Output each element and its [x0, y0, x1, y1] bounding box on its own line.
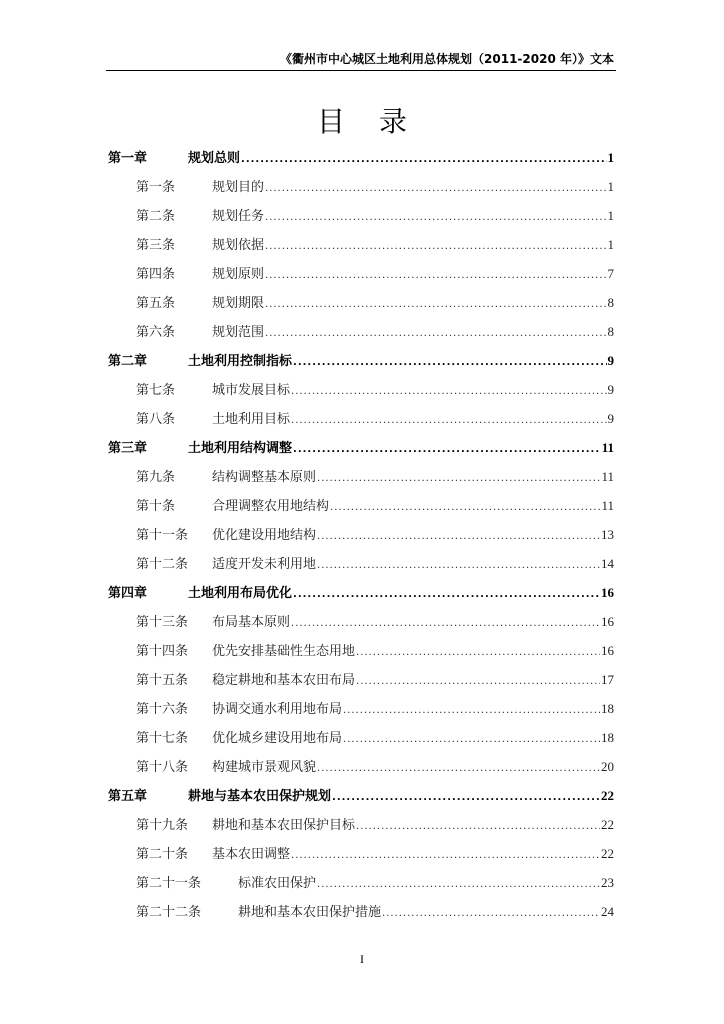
toc-chapter-entry[interactable]: [108, 781, 614, 810]
toc-dot-leader: [317, 754, 600, 783]
toc-entry-title: 稳定耕地和基本农田布局: [212, 673, 356, 688]
toc-article-entry[interactable]: [108, 491, 614, 520]
toc-dot-leader: [291, 377, 606, 406]
toc-entry-page: 23: [601, 875, 614, 890]
toc-entry-number: 第六条: [136, 325, 176, 340]
toc-article-entry[interactable]: [108, 201, 614, 230]
toc-entry-title: 优化城乡建设用地布局: [212, 731, 343, 746]
toc-entry-title: 耕地与基本农田保护规划: [188, 789, 332, 804]
toc-entry-number: 第二条: [136, 209, 176, 224]
toc-chapter-entry[interactable]: [108, 433, 614, 462]
toc-dot-leader: [265, 203, 606, 232]
toc-entry-title: 土地利用结构调整: [188, 441, 293, 456]
toc-entry-title: 标准农田保护: [238, 876, 317, 891]
toc-dot-leader: [356, 667, 600, 696]
running-header: 《衢州市中心城区土地利用总体规划（2011-2020 年）》文本: [280, 52, 614, 66]
toc-article-entry[interactable]: [108, 665, 614, 694]
page-title: 目录: [316, 105, 441, 138]
toc-entry-title: 基本农田调整: [212, 847, 291, 862]
toc-entry-number: 第五条: [136, 296, 176, 311]
toc-entry-page: 18: [601, 701, 614, 716]
toc-entry-title: 合理调整农用地结构: [212, 499, 330, 514]
toc-article-entry[interactable]: [108, 172, 614, 201]
toc-dot-leader: [330, 493, 600, 522]
toc-entry-title: 规划依据: [212, 238, 265, 253]
toc-entry-page: 14: [601, 556, 614, 571]
toc-entry-page: 20: [601, 759, 614, 774]
toc-article-entry[interactable]: [108, 723, 614, 752]
table-of-contents: [108, 143, 614, 926]
toc-entry-number: 第四章: [108, 586, 148, 601]
toc-entry-page: 11: [601, 440, 614, 455]
toc-dot-leader: [265, 319, 606, 348]
toc-dot-leader: [293, 435, 601, 464]
toc-article-entry[interactable]: [108, 868, 614, 897]
toc-entry-number: 第九条: [136, 470, 176, 485]
toc-entry-page: 8: [607, 295, 614, 310]
toc-entry-page: 7: [607, 266, 614, 281]
toc-entry-page: 16: [601, 585, 614, 600]
toc-entry-number: 第四条: [136, 267, 176, 282]
toc-dot-leader: [317, 464, 600, 493]
toc-entry-page: 11: [601, 469, 614, 484]
toc-entry-page: 9: [607, 353, 614, 368]
toc-entry-number: 第一条: [136, 180, 176, 195]
toc-entry-number: 第二十二条: [136, 905, 202, 920]
toc-article-entry[interactable]: [108, 259, 614, 288]
toc-dot-leader: [317, 551, 600, 580]
toc-entry-page: 1: [607, 150, 614, 165]
toc-entry-page: 9: [607, 411, 614, 426]
toc-entry-title: 规划总则: [188, 151, 241, 166]
toc-dot-leader: [265, 174, 606, 203]
toc-entry-title: 优化建设用地结构: [212, 528, 317, 543]
toc-entry-number: 第十一条: [136, 528, 189, 543]
toc-dot-leader: [291, 406, 606, 435]
toc-entry-title: 规划原则: [212, 267, 265, 282]
toc-dot-leader: [291, 841, 600, 870]
toc-article-entry[interactable]: [108, 897, 614, 926]
toc-entry-page: 16: [601, 614, 614, 629]
toc-entry-title: 土地利用目标: [212, 412, 291, 427]
toc-entry-number: 第七条: [136, 383, 176, 398]
toc-entry-title: 适度开发未利用地: [212, 557, 317, 572]
toc-chapter-entry[interactable]: [108, 143, 614, 172]
toc-entry-page: 1: [607, 237, 614, 252]
toc-dot-leader: [317, 522, 600, 551]
toc-entry-number: 第二十条: [136, 847, 189, 862]
toc-entry-page: 1: [607, 208, 614, 223]
toc-entry-number: 第二章: [108, 354, 148, 369]
toc-entry-title: 规划期限: [212, 296, 265, 311]
toc-dot-leader: [356, 638, 600, 667]
toc-entry-number: 第八条: [136, 412, 176, 427]
toc-article-entry[interactable]: [108, 404, 614, 433]
toc-entry-title: 优先安排基础性生态用地: [212, 644, 356, 659]
toc-article-entry[interactable]: [108, 810, 614, 839]
toc-dot-leader: [343, 725, 600, 754]
toc-entry-title: 土地利用布局优化: [188, 586, 293, 601]
toc-entry-page: 24: [601, 904, 614, 919]
toc-entry-number: 第十三条: [136, 615, 189, 630]
toc-dot-leader: [291, 609, 600, 638]
toc-chapter-entry[interactable]: [108, 346, 614, 375]
toc-entry-page: 18: [601, 730, 614, 745]
toc-entry-title: 布局基本原则: [212, 615, 291, 630]
toc-entry-number: 第十六条: [136, 702, 189, 717]
toc-dot-leader: [265, 232, 606, 261]
toc-entry-number: 第十四条: [136, 644, 189, 659]
toc-entry-page: 16: [601, 643, 614, 658]
toc-dot-leader: [265, 261, 606, 290]
toc-article-entry[interactable]: [108, 520, 614, 549]
toc-entry-page: 1: [607, 179, 614, 194]
toc-entry-number: 第十五条: [136, 673, 189, 688]
toc-chapter-entry[interactable]: [108, 578, 614, 607]
toc-article-entry[interactable]: [108, 549, 614, 578]
toc-entry-number: 第十二条: [136, 557, 189, 572]
toc-entry-page: 17: [601, 672, 614, 687]
toc-entry-number: 第五章: [108, 789, 148, 804]
toc-entry-number: 第一章: [108, 151, 148, 166]
toc-entry-page: 11: [601, 498, 614, 513]
toc-entry-title: 构建城市景观风貌: [212, 760, 317, 775]
toc-entry-title: 土地利用控制指标: [188, 354, 293, 369]
toc-dot-leader: [241, 145, 606, 174]
toc-entry-page: 13: [601, 527, 614, 542]
toc-entry-title: 耕地和基本农田保护目标: [212, 818, 356, 833]
toc-article-entry[interactable]: [108, 694, 614, 723]
toc-dot-leader: [293, 580, 600, 609]
toc-dot-leader: [265, 290, 606, 319]
toc-entry-page: 9: [607, 382, 614, 397]
toc-dot-leader: [343, 696, 600, 725]
toc-entry-page: 8: [607, 324, 614, 339]
toc-entry-title: 规划任务: [212, 209, 265, 224]
toc-dot-leader: [356, 812, 600, 841]
toc-article-entry[interactable]: [108, 636, 614, 665]
toc-dot-leader: [293, 348, 606, 377]
toc-entry-title: 城市发展目标: [212, 383, 291, 398]
toc-article-entry[interactable]: [108, 375, 614, 404]
toc-article-entry[interactable]: [108, 462, 614, 491]
toc-entry-title: 协调交通水利用地布局: [212, 702, 343, 717]
toc-entry-page: 22: [601, 817, 614, 832]
toc-dot-leader: [332, 783, 600, 812]
toc-dot-leader: [382, 899, 600, 928]
toc-entry-number: 第十条: [136, 499, 176, 514]
toc-entry-number: 第十八条: [136, 760, 189, 775]
toc-article-entry[interactable]: [108, 288, 614, 317]
header-rule: [106, 70, 616, 71]
toc-article-entry[interactable]: [108, 317, 614, 346]
toc-dot-leader: [317, 870, 600, 899]
toc-entry-title: 耕地和基本农田保护措施: [238, 905, 382, 920]
toc-entry-number: 第二十一条: [136, 876, 202, 891]
toc-article-entry[interactable]: [108, 230, 614, 259]
toc-entry-page: 22: [601, 846, 614, 861]
toc-entry-title: 规划范围: [212, 325, 265, 340]
toc-entry-number: 第三条: [136, 238, 176, 253]
toc-article-entry[interactable]: [108, 752, 614, 781]
toc-entry-number: 第十七条: [136, 731, 189, 746]
toc-article-entry[interactable]: [108, 839, 614, 868]
toc-entry-title: 结构调整基本原则: [212, 470, 317, 485]
toc-entry-number: 第十九条: [136, 818, 189, 833]
toc-entry-title: 规划目的: [212, 180, 265, 195]
toc-article-entry[interactable]: [108, 607, 614, 636]
toc-entry-number: 第三章: [108, 441, 148, 456]
toc-entry-page: 22: [601, 788, 614, 803]
page-number: I: [360, 952, 364, 966]
